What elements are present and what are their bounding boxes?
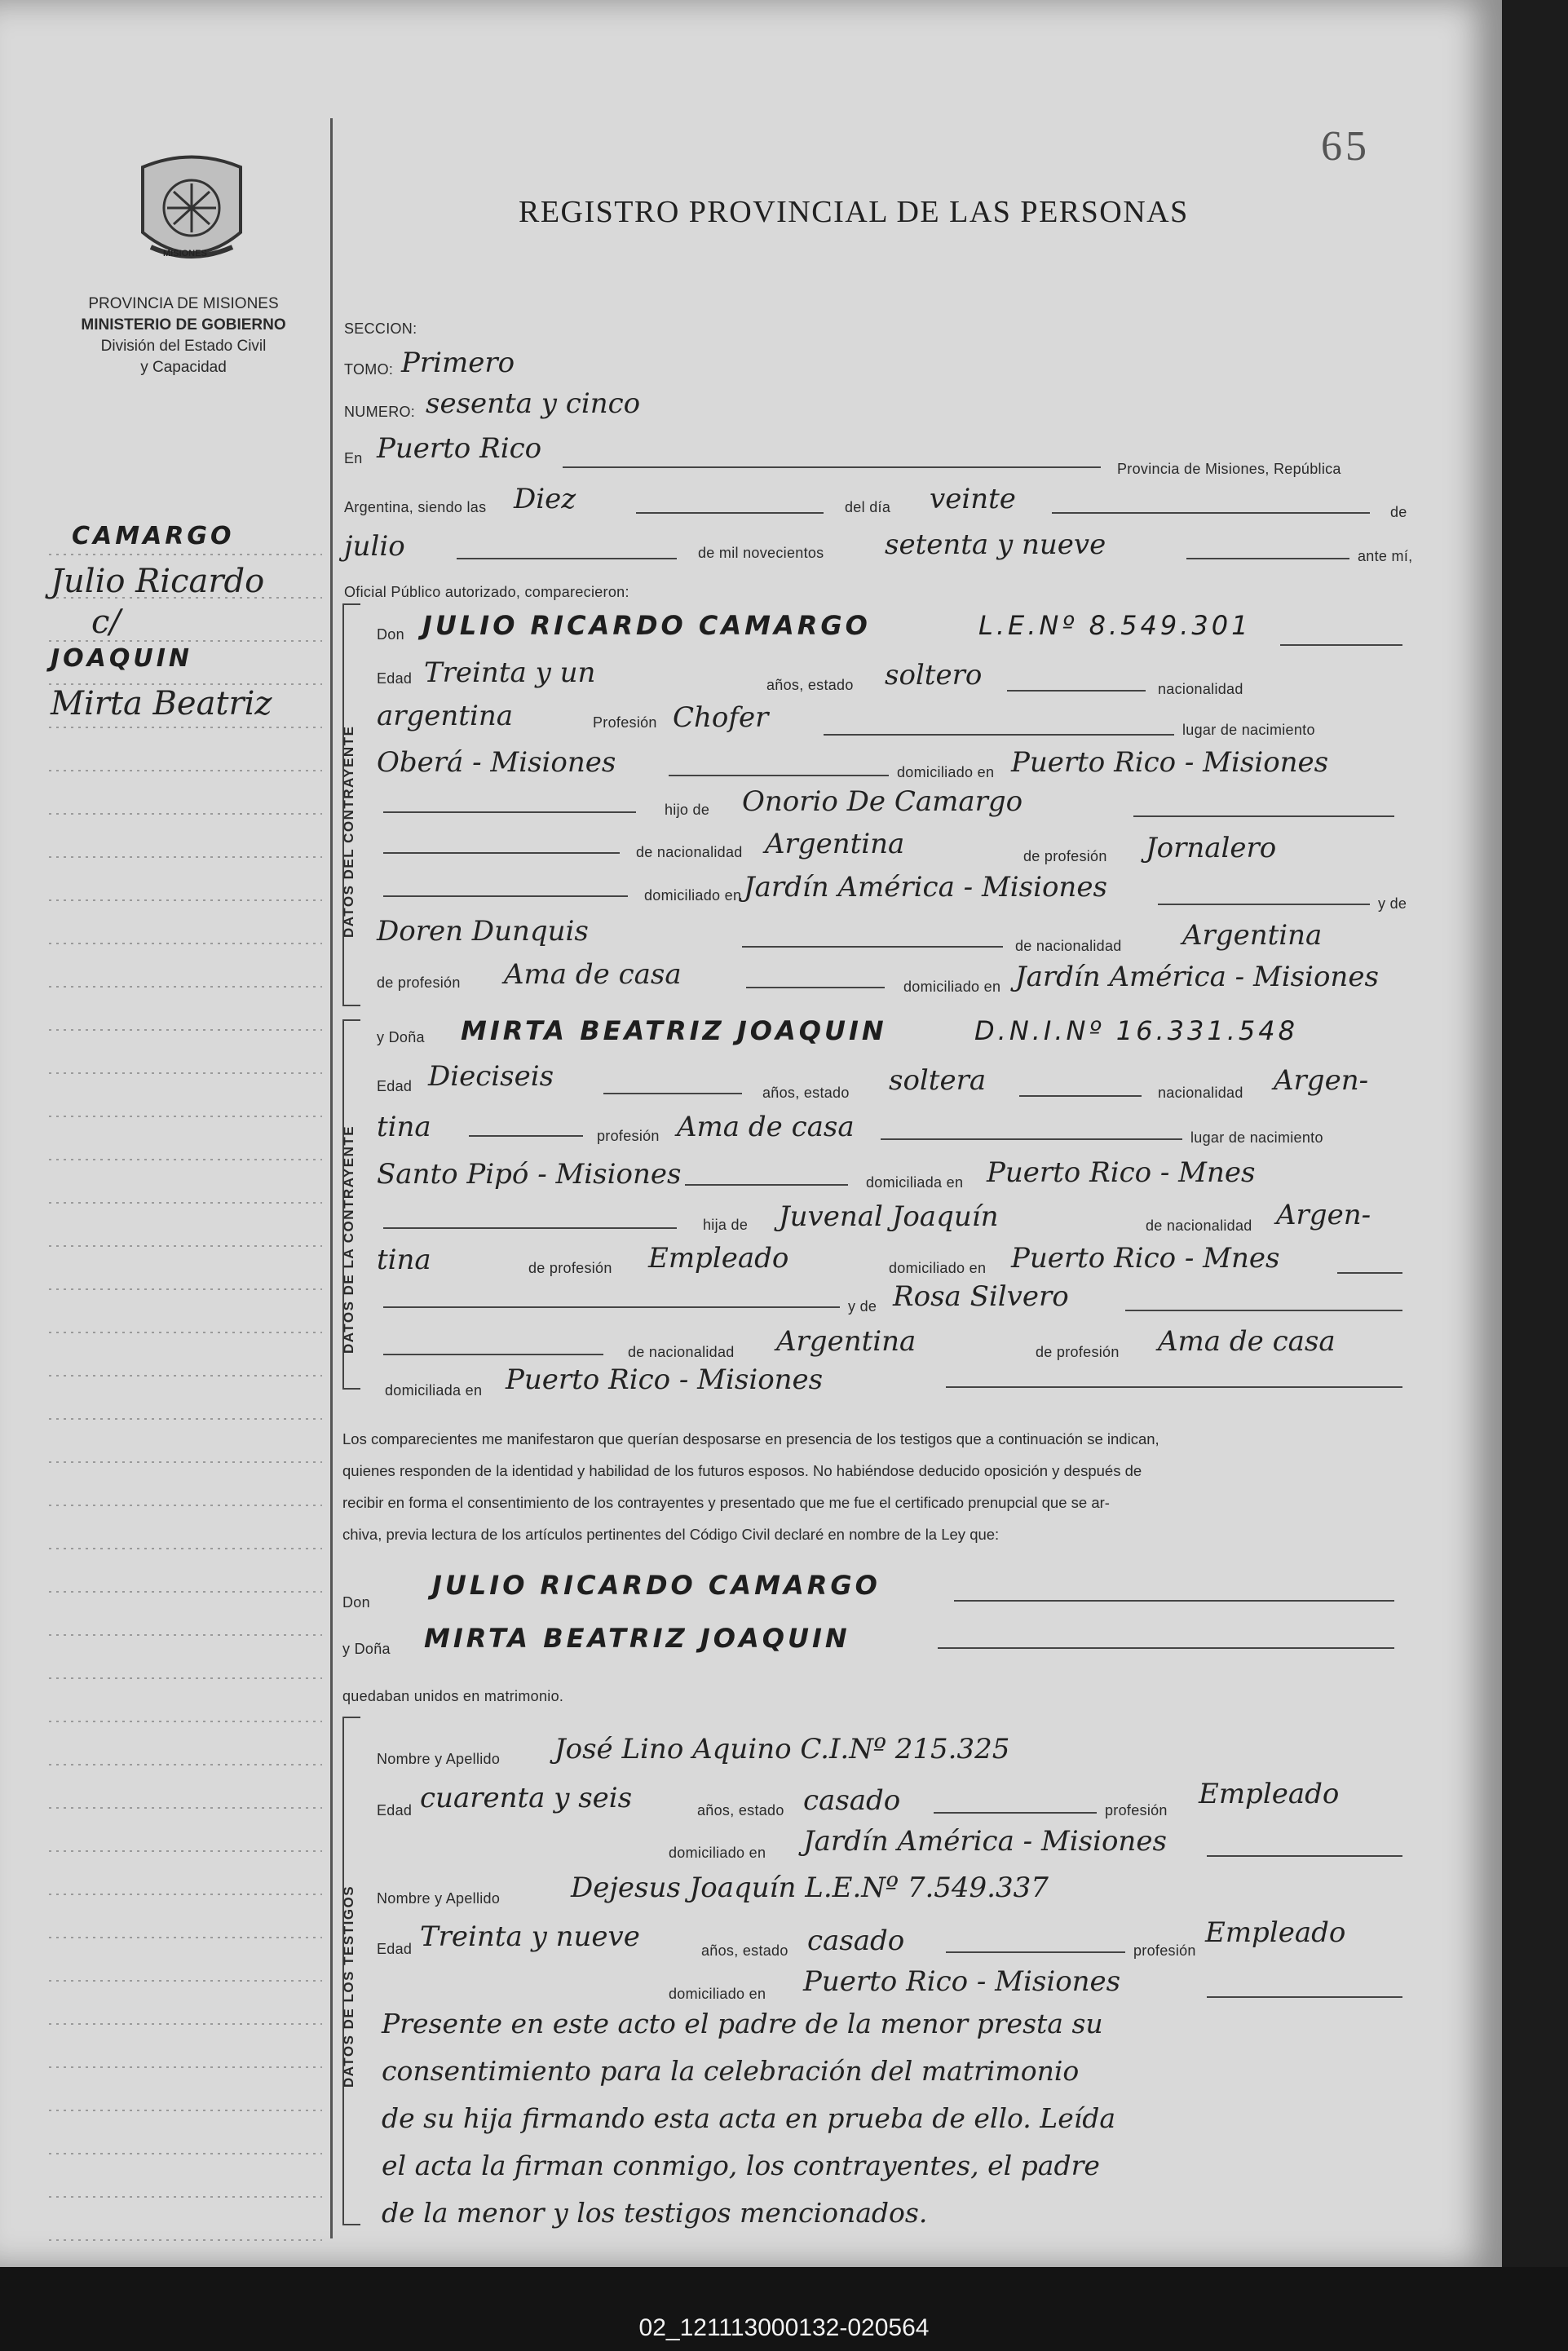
label-de-profesion-3: de profesión	[528, 1260, 612, 1276]
notes-line-3: de su hija firmando esta acta en prueba de ello. Leída	[382, 2102, 1116, 2134]
label-profesion-3: profesión	[1105, 1802, 1168, 1818]
label-oficial: Oficial Público autorizado, comparecieron:	[344, 584, 629, 600]
value-bride-mother: Rosa Silvero	[893, 1280, 1069, 1313]
value-groom-age: Treinta y un	[424, 656, 596, 689]
fill-line	[383, 852, 620, 854]
declaration-text	[342, 1423, 1402, 1550]
value-anio: setenta y nueve	[885, 528, 1106, 561]
bride-section-label: DATOS DE LA CONTRAYENTE	[341, 1125, 356, 1354]
label-nacionalidad-2: nacionalidad	[1158, 1085, 1243, 1101]
value-bride-nationality-1: Argen-	[1274, 1064, 1369, 1097]
value-witness-2-address: Puerto Rico - Misiones	[803, 1965, 1121, 1998]
value-dia: veinte	[930, 483, 1016, 515]
value-witness-2-profession: Empleado	[1205, 1916, 1346, 1949]
fill-line	[1158, 904, 1370, 905]
value-groom-father-nationality: Argentina	[765, 828, 905, 860]
fill-line	[954, 1600, 1394, 1602]
label-edad: Edad	[377, 670, 413, 687]
value-bride-father-nationality-1: Argen-	[1276, 1199, 1371, 1231]
fill-line	[1019, 1095, 1142, 1097]
label-de-mil: de mil novecientos	[698, 545, 824, 561]
margin-divider	[330, 118, 333, 2238]
label-lugar-nacimiento-2: lugar de nacimiento	[1190, 1129, 1323, 1146]
label-de-profesion: de profesión	[1023, 848, 1107, 864]
label-hija-de: hija de	[703, 1217, 749, 1233]
fill-line	[1133, 815, 1394, 817]
declaration-line-1: Los comparecientes me manifestaron que querían desposarse en presencia de los testigos que a continuación se indican,	[342, 1430, 1159, 1447]
fill-line	[742, 946, 1003, 948]
fill-line	[946, 1386, 1402, 1388]
label-domiciliado-3: domiciliado en	[903, 979, 1001, 995]
groom-section-label: DATOS DEL CONTRAYENTE	[341, 725, 356, 938]
value-bride-status: soltera	[889, 1064, 987, 1097]
label-ante-mi: ante mí,	[1358, 548, 1413, 564]
value-groom-mother: Doren Dunquis	[377, 915, 589, 948]
label-domiciliado: domiciliado en	[897, 764, 995, 780]
page-number: 65	[1321, 123, 1370, 170]
value-numero: sesenta y cinco	[426, 387, 641, 420]
value-bride-mother-profession: Ama de casa	[1158, 1325, 1336, 1358]
fill-line	[1186, 558, 1349, 559]
label-y-dona: y Doña	[377, 1029, 425, 1045]
label-edad-3: Edad	[377, 1802, 413, 1818]
value-groom-name: JULIO RICARDO CAMARGO	[422, 610, 871, 641]
label-del-dia: del día	[845, 499, 891, 515]
fill-line	[881, 1138, 1182, 1140]
issuing-authority	[49, 294, 318, 378]
value-declared-groom: JULIO RICARDO CAMARGO	[432, 1570, 881, 1601]
label-tomo: TOMO:	[344, 361, 394, 378]
fill-line	[1007, 690, 1146, 692]
label-de-nacionalidad-2: de nacionalidad	[1015, 938, 1122, 954]
label-de-profesion-2: de profesión	[377, 974, 461, 991]
fill-line	[563, 466, 1101, 468]
notes-line-2: consentimiento para la celebración del matrimonio	[382, 2055, 1080, 2087]
label-domiciliado-4: domiciliado en	[889, 1260, 987, 1276]
fill-line	[383, 895, 628, 897]
value-mes: julio	[344, 530, 405, 563]
label-de-nacionalidad-4: de nacionalidad	[628, 1344, 735, 1360]
value-groom-father-profession: Jornalero	[1146, 832, 1277, 864]
value-witness-1: José Lino Aquino C.I.Nº 215.325	[554, 1733, 1010, 1765]
fill-line	[383, 1227, 677, 1229]
fill-line	[383, 1354, 603, 1355]
margin-note-conjunction: c/	[91, 603, 121, 641]
value-witness-2-status: casado	[807, 1925, 905, 1957]
value-groom-address: Puerto Rico - Misiones	[1011, 746, 1329, 779]
fill-line	[1052, 512, 1370, 514]
declaration-line-4: chiva, previa lectura de los artículos pertinentes del Código Civil declaré en nombre de la Ley que:	[342, 1526, 1000, 1543]
value-witness-2: Dejesus Joaquín L.E.Nº 7.549.337	[571, 1872, 1049, 1904]
label-don-2: Don	[342, 1594, 370, 1611]
label-domiciliada-2: domiciliada en	[385, 1382, 483, 1399]
label-profesion: Profesión	[593, 714, 657, 731]
label-y-de-2: y de	[848, 1298, 877, 1315]
fill-line	[938, 1647, 1394, 1649]
value-bride-profession: Ama de casa	[677, 1111, 855, 1143]
label-edad-4: Edad	[377, 1941, 413, 1957]
value-groom-status: soltero	[885, 659, 983, 692]
value-bride-nationality-2: tina	[377, 1111, 431, 1143]
value-groom-document: L.E.Nº 8.549.301	[978, 610, 1252, 641]
label-domiciliado-2: domiciliado en	[644, 887, 742, 904]
label-nombre-apellido-2: Nombre y Apellido	[377, 1890, 501, 1907]
value-bride-father: Juvenal Joaquín	[779, 1200, 999, 1233]
value-bride-age: Dieciseis	[428, 1060, 554, 1093]
value-bride-name: MIRTA BEATRIZ JOAQUIN	[461, 1015, 887, 1046]
value-groom-mother-profession: Ama de casa	[504, 958, 682, 991]
declaration-line-3: recibir en forma el consentimiento de los contrayentes y presentado que me fue el certificado prenupcial que se ar-	[342, 1494, 1110, 1511]
label-y-dona-2: y Doña	[342, 1641, 391, 1657]
label-nacionalidad: nacionalidad	[1158, 681, 1243, 697]
label-domiciliado-6: domiciliado en	[669, 1986, 766, 2002]
fill-line	[469, 1135, 583, 1137]
label-anos-estado-2: años, estado	[762, 1085, 850, 1101]
fill-line	[746, 987, 885, 988]
document-title: REGISTRO PROVINCIAL DE LAS PERSONAS	[519, 195, 1189, 229]
notes-line-1: Presente en este acto el padre de la menor presta su	[382, 2008, 1103, 2039]
label-y-de: y de	[1378, 895, 1407, 912]
value-bride-birthplace: Santo Pipó - Misiones	[377, 1158, 682, 1191]
label-profesion-4: profesión	[1133, 1942, 1196, 1959]
margin-note-given-names: Julio Ricardo	[51, 563, 265, 600]
label-nombre-apellido: Nombre y Apellido	[377, 1751, 501, 1767]
fill-line	[457, 558, 677, 559]
value-witness-1-address: Jardín América - Misiones	[803, 1825, 1167, 1858]
label-de-nacionalidad-3: de nacionalidad	[1146, 1217, 1252, 1234]
value-groom-profession: Chofer	[673, 701, 769, 734]
label-domiciliado-5: domiciliado en	[669, 1845, 766, 1861]
fill-line	[1280, 644, 1402, 646]
label-provincia: Provincia de Misiones, República	[1117, 461, 1341, 477]
book-spine-edge	[1492, 0, 1568, 2300]
seal-text: MISIONES	[163, 249, 207, 259]
fill-line	[1207, 1996, 1402, 1998]
value-bride-mother-nationality: Argentina	[776, 1325, 917, 1358]
label-de: de	[1390, 504, 1407, 520]
margin-note-surname: CAMARGO	[72, 522, 235, 550]
value-bride-document: D.N.I.Nº 16.331.548	[974, 1015, 1298, 1046]
value-witness-2-age: Treinta y nueve	[420, 1920, 640, 1953]
value-groom-mother-nationality: Argentina	[1182, 919, 1323, 952]
value-witness-1-status: casado	[803, 1784, 901, 1817]
fill-line	[669, 775, 889, 776]
value-bride-address: Puerto Rico - Mnes	[987, 1156, 1256, 1189]
fill-line	[383, 1306, 840, 1308]
label-argentina-siendo: Argentina, siendo las	[344, 499, 487, 515]
witnesses-section-label: DATOS DE LOS TESTIGOS	[341, 1885, 356, 2088]
margin-note-given-names-2: Mirta Beatriz	[51, 685, 272, 723]
declaration-line-2: quienes responden de la identidad y habilidad de los futuros esposos. No habiéndose deducido oposición y después de	[342, 1462, 1142, 1479]
margin-note-surname-2: JOAQUIN	[51, 644, 193, 673]
label-en: En	[344, 450, 363, 466]
fill-line	[1207, 1855, 1402, 1857]
value-groom-birthplace: Oberá - Misiones	[377, 746, 616, 779]
fill-line	[383, 811, 636, 813]
value-witness-1-profession: Empleado	[1199, 1778, 1340, 1810]
value-groom-father-address: Jardín América - Misiones	[744, 871, 1107, 904]
label-anos-estado-4: años, estado	[701, 1942, 788, 1959]
fill-line	[934, 1812, 1097, 1814]
value-hora: Diez	[514, 483, 576, 515]
value-witness-1-age: cuarenta y seis	[420, 1782, 633, 1814]
value-localidad: Puerto Rico	[377, 432, 542, 465]
fill-line	[1125, 1310, 1402, 1311]
label-edad-2: Edad	[377, 1078, 413, 1094]
fill-line	[946, 1951, 1125, 1953]
fill-line	[603, 1093, 742, 1094]
label-seccion: SECCION:	[344, 320, 417, 337]
label-domiciliada: domiciliada en	[866, 1174, 964, 1191]
fill-line	[636, 512, 824, 514]
division-name: División del Estado Civil	[100, 338, 267, 355]
image-caption: 02_121113000132-020564	[638, 2314, 930, 2341]
value-bride-mother-address: Puerto Rico - Misiones	[506, 1363, 824, 1396]
fill-line	[824, 734, 1174, 736]
label-de-nacionalidad: de nacionalidad	[636, 844, 743, 860]
label-lugar-nacimiento: lugar de nacimiento	[1182, 722, 1315, 738]
value-groom-nationality: argentina	[377, 700, 514, 732]
label-don: Don	[377, 626, 404, 643]
notes-line-5: de la menor y los testigos mencionados.	[382, 2197, 928, 2229]
label-anos-estado: años, estado	[766, 677, 854, 693]
label-profesion-2: profesión	[597, 1128, 660, 1144]
label-de-profesion-4: de profesión	[1036, 1344, 1120, 1360]
fill-line	[685, 1184, 848, 1186]
label-quedaban: quedaban unidos en matrimonio.	[342, 1688, 564, 1704]
fill-line	[1337, 1272, 1402, 1274]
notes-line-4: el acta la firman conmigo, los contrayentes, el padre	[382, 2150, 1100, 2181]
value-declared-bride: MIRTA BEATRIZ JOAQUIN	[424, 1623, 850, 1654]
value-tomo: Primero	[401, 347, 515, 379]
division-name-2: y Capacidad	[140, 359, 227, 376]
label-numero: NUMERO:	[344, 404, 416, 420]
value-groom-father: Onorio De Camargo	[742, 785, 1023, 818]
label-anos-estado-3: años, estado	[697, 1802, 784, 1818]
label-hijo-de: hijo de	[665, 802, 710, 818]
province-name: PROVINCIA DE MISIONES	[88, 295, 279, 312]
ministry-name: MINISTERIO DE GOBIERNO	[81, 316, 286, 334]
value-bride-father-nationality-2: tina	[377, 1244, 431, 1276]
value-bride-father-address: Puerto Rico - Mnes	[1011, 1242, 1280, 1275]
value-groom-mother-address: Jardín América - Misiones	[1015, 961, 1379, 993]
value-bride-father-profession: Empleado	[648, 1242, 789, 1275]
